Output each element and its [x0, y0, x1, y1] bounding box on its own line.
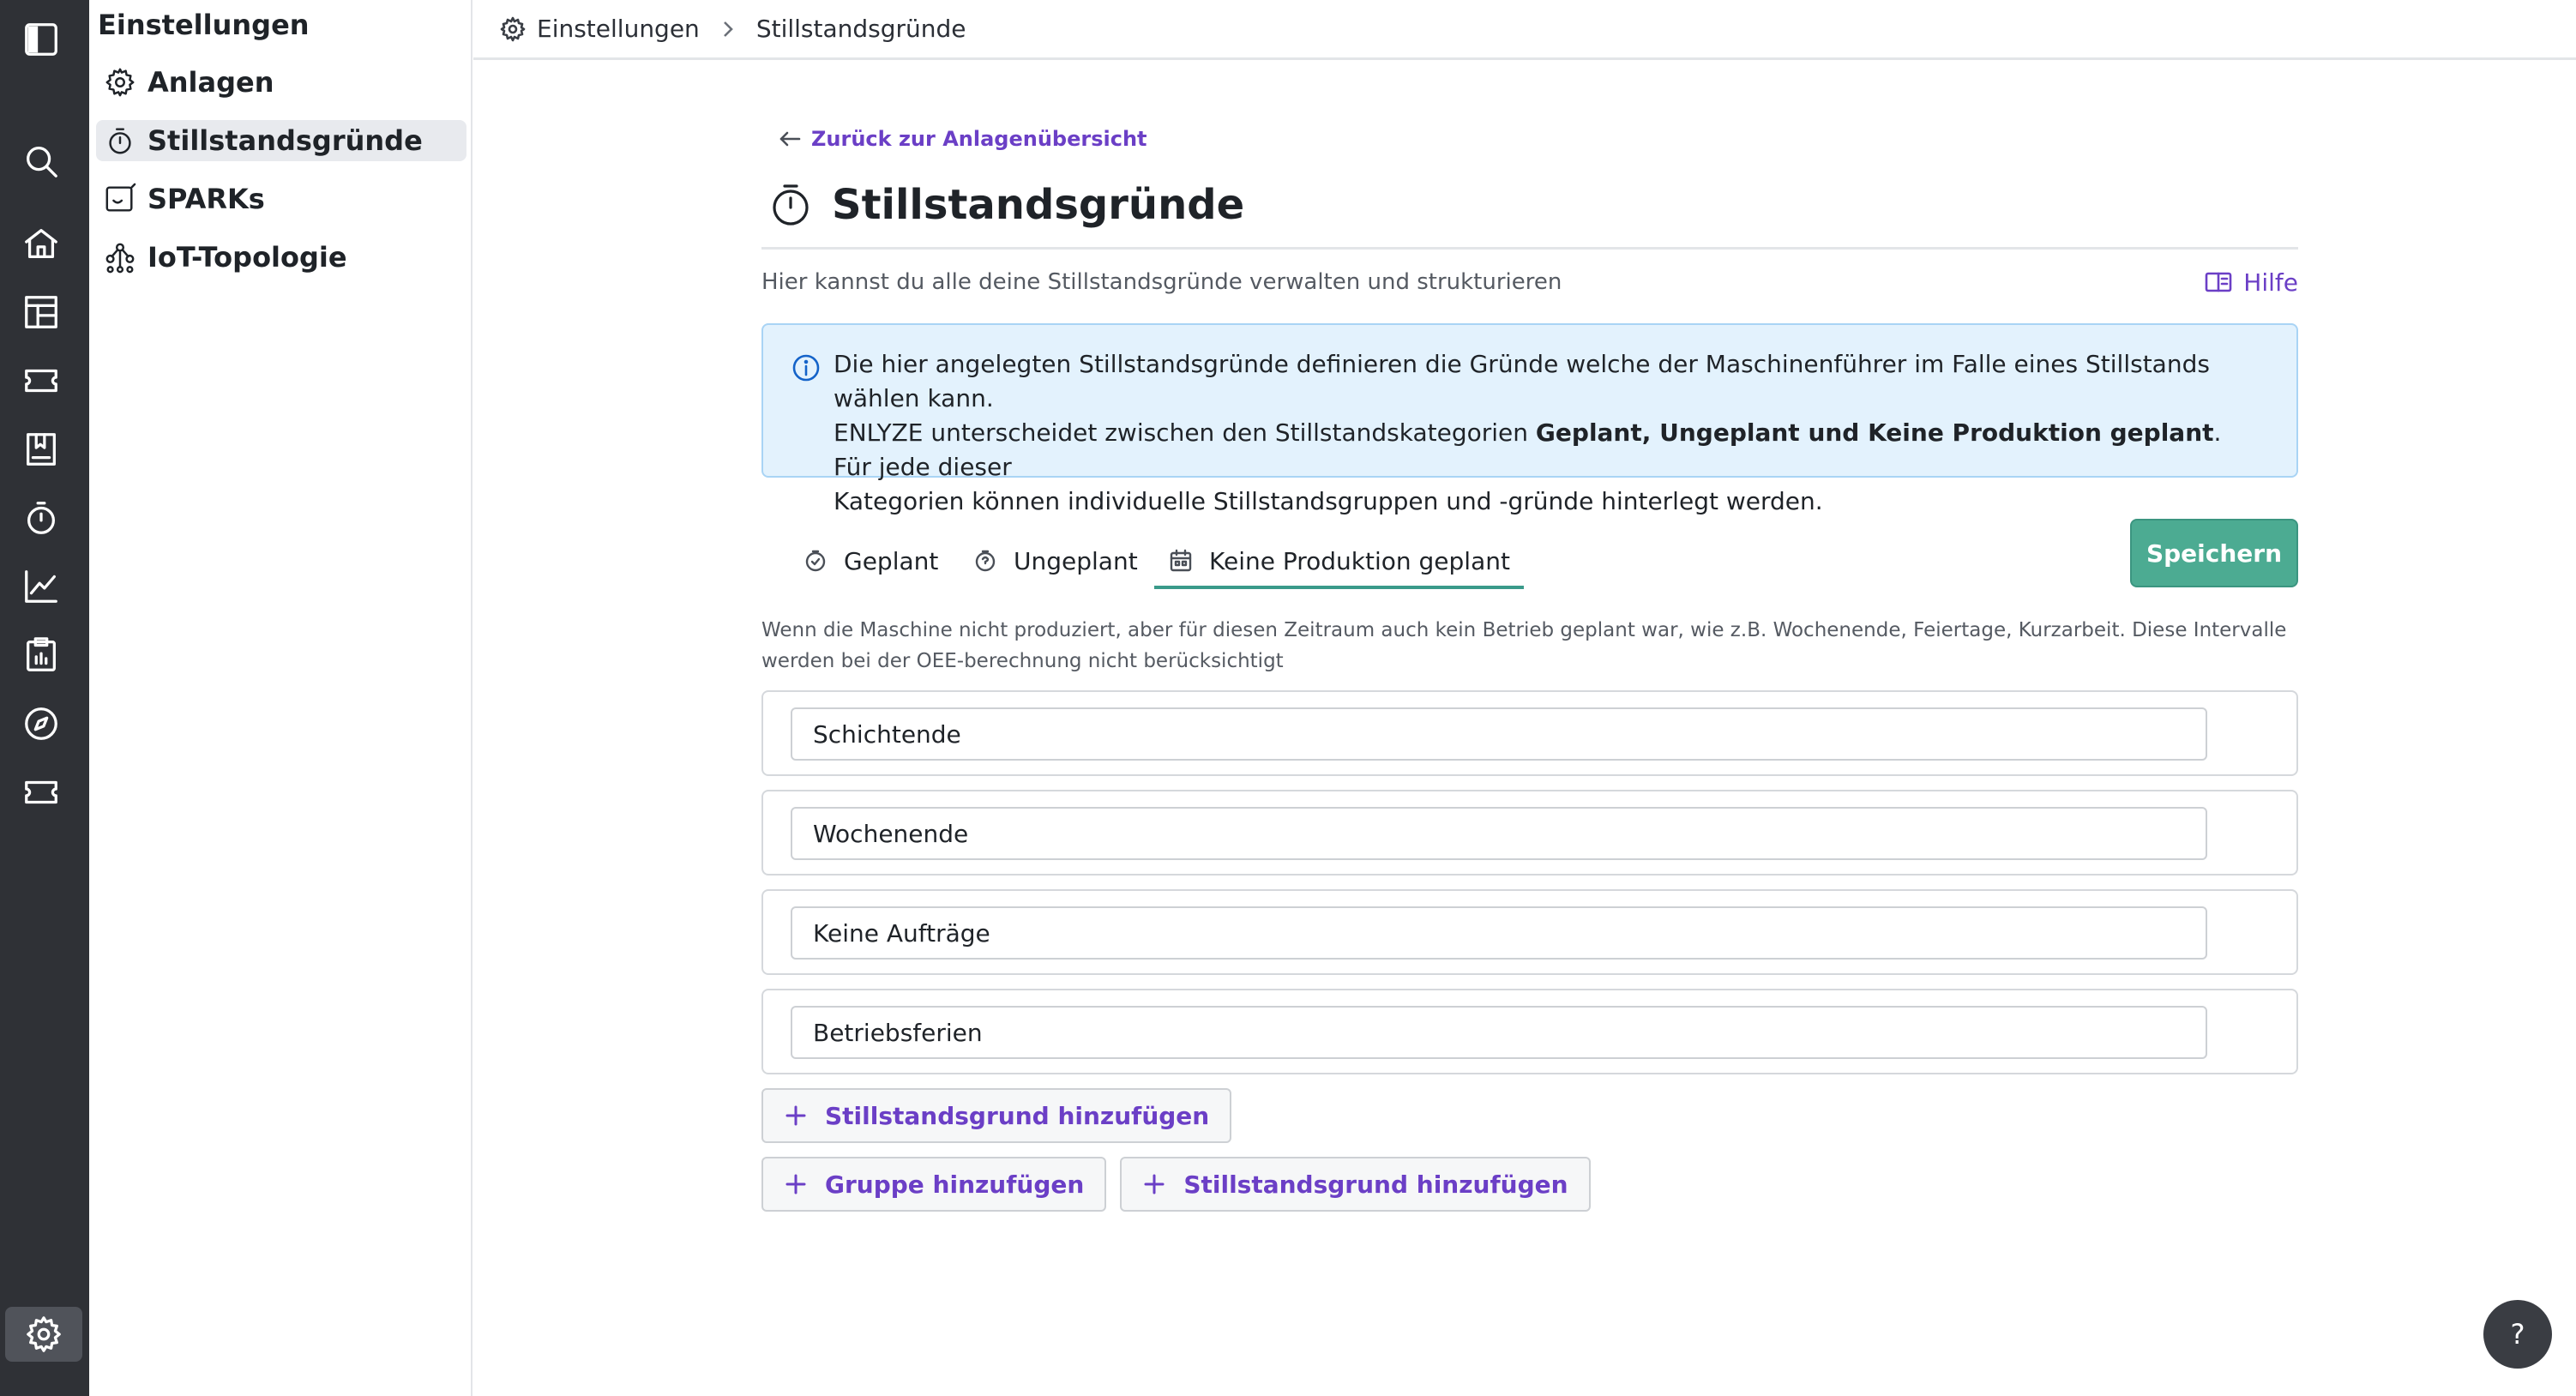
add-reason-row	[761, 1088, 2298, 1143]
reason-card	[761, 790, 2298, 876]
sidebar-item-anlagen[interactable]	[96, 62, 466, 103]
sidebar-item-label: SPARKs	[147, 183, 265, 215]
reason-card	[761, 989, 2298, 1074]
info-box	[761, 323, 2298, 515]
ticket-icon[interactable]	[19, 358, 63, 403]
save-button[interactable]: Speichern	[2130, 519, 2298, 587]
page-title-row	[767, 178, 2298, 232]
info-line-2-end: . Für jede dieser	[834, 418, 2222, 481]
tab-label: Ungeplant	[1014, 546, 1138, 575]
sidebar-item-stillstandsgruende[interactable]	[96, 120, 466, 161]
add-reason-button-2[interactable]	[1120, 1157, 1590, 1212]
search-icon[interactable]	[19, 139, 63, 184]
sidebar-item-label: IoT-Topologie	[147, 241, 347, 274]
add-reason-label: Stillstandsgrund hinzufügen	[1183, 1170, 1568, 1199]
reason-card	[761, 889, 2298, 975]
add-group-row	[761, 1157, 2298, 1212]
clipboard-icon[interactable]	[19, 633, 63, 677]
sidebar-item-label: Anlagen	[147, 66, 274, 99]
stopwatch-icon	[103, 123, 137, 158]
reason-input[interactable]	[791, 707, 2207, 761]
sidebar-item-label: Stillstandsgründe	[147, 124, 423, 157]
reason-card	[761, 690, 2298, 776]
breadcrumb-root[interactable]	[499, 15, 700, 43]
reason-list	[761, 690, 2298, 1074]
add-group-button[interactable]	[761, 1157, 1106, 1212]
page-title: Stillstandsgründe	[832, 181, 1245, 229]
document-icon[interactable]	[19, 427, 63, 472]
subtitle-row	[761, 265, 2298, 299]
home-icon[interactable]	[19, 221, 63, 266]
breadcrumb	[473, 0, 2576, 60]
info-line-2	[834, 416, 2266, 484]
sidebar-item-sparks[interactable]	[96, 178, 466, 220]
dashboard-icon[interactable]	[19, 290, 63, 334]
info-line-3: Kategorien können individuelle Stillstandsgruppen und -gründe hinterlegt werden.	[834, 487, 1823, 515]
tab-description: Wenn die Maschine nicht produziert, aber für diesen Zeitraum auch kein Betrieb geplant war, wie z.B. Wochenende, Feiertage, Kurzarbeit. Diese Intervalle werden bei der OEE-berechnung nicht berücksichtigt	[761, 619, 2287, 672]
topology-icon	[103, 240, 137, 274]
calendar-icon	[1168, 548, 1194, 574]
timer-check-icon	[803, 548, 828, 574]
sidebar-heading: Einstellungen	[98, 9, 310, 41]
timer-icon[interactable]	[19, 496, 63, 540]
settings-sidebar	[89, 0, 472, 1396]
category-tabs	[761, 519, 2298, 603]
info-line-2-text: ENLYZE unterscheidet zwischen den Stillstandskategorien	[834, 418, 1536, 447]
title-divider	[761, 247, 2298, 250]
main-content	[761, 120, 2298, 1212]
compass-icon[interactable]	[19, 701, 63, 746]
reason-input[interactable]	[791, 1006, 2207, 1059]
help-fab-button[interactable]	[2483, 1300, 2552, 1369]
reason-input[interactable]	[791, 906, 2207, 960]
device-icon	[103, 182, 137, 216]
help-link[interactable]	[2204, 268, 2298, 297]
breadcrumb-root-label: Einstellungen	[537, 15, 700, 43]
book-icon	[2204, 268, 2233, 297]
tab-label: Keine Produktion geplant	[1209, 546, 1510, 575]
plus-icon	[784, 1172, 808, 1196]
reason-input[interactable]	[791, 807, 2207, 860]
timer-question-icon	[972, 548, 998, 574]
breadcrumb-current	[756, 15, 966, 43]
add-group-label: Gruppe hinzufügen	[825, 1170, 1085, 1199]
add-reason-button[interactable]	[761, 1088, 1231, 1143]
chevron-right-icon	[719, 20, 737, 39]
gear-icon	[103, 65, 137, 99]
plus-icon	[784, 1104, 808, 1128]
ticket-icon[interactable]	[19, 770, 63, 815]
info-icon	[791, 352, 822, 383]
chart-icon[interactable]	[19, 564, 63, 609]
question-icon: ?	[2510, 1318, 2525, 1351]
back-link[interactable]	[777, 120, 2298, 158]
gear-icon	[24, 1315, 63, 1354]
settings-rail-button[interactable]	[5, 1307, 82, 1362]
page-subtitle: Hier kannst du alle deine Stillstandsgründe verwalten und strukturieren	[761, 269, 1562, 295]
gear-icon	[499, 15, 527, 43]
breadcrumb-current-label: Stillstandsgründe	[755, 15, 966, 43]
tab-label: Geplant	[844, 546, 939, 575]
tab-ungeplant[interactable]	[972, 536, 1138, 586]
sidebar-item-iot-topologie[interactable]	[96, 237, 466, 278]
info-line-1: Die hier angelegten Stillstandsgründe definieren die Gründe welche der Maschinenführer im Falle eines Stillstands wählen kann.	[834, 350, 2210, 412]
icon-rail	[0, 0, 89, 1396]
plus-icon	[1142, 1172, 1166, 1196]
tab-geplant[interactable]	[803, 536, 938, 586]
tab-keine-produktion-geplant[interactable]	[1154, 536, 1524, 589]
back-link-label: Zurück zur Anlagenübersicht	[811, 127, 1147, 151]
add-reason-label: Stillstandsgrund hinzufügen	[825, 1101, 1210, 1130]
stopwatch-icon	[767, 181, 815, 229]
arrow-left-icon	[777, 126, 803, 152]
info-line-2-bold: Geplant, Ungeplant und Keine Produktion geplant	[1535, 418, 2214, 447]
sidebar-toggle-icon[interactable]	[19, 17, 63, 62]
help-link-label: Hilfe	[2243, 268, 2298, 297]
